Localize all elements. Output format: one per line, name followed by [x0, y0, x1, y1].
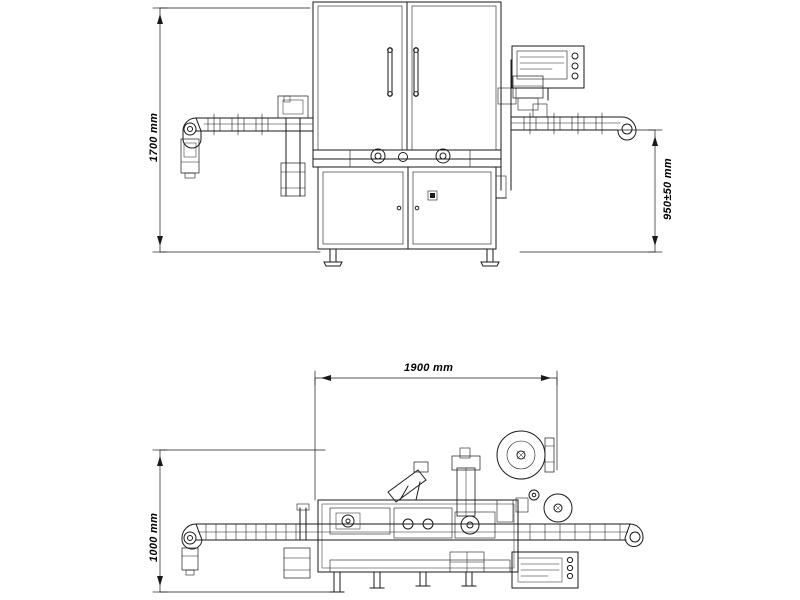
front-elevation-view — [153, 2, 662, 266]
dimension-950mm — [520, 130, 662, 252]
dimension-label-1700mm: 1700 mm — [148, 112, 160, 162]
dimension-1700mm — [153, 8, 320, 252]
plan-view — [153, 371, 643, 592]
dimension-1900mm — [315, 371, 557, 500]
dimension-label-950mm: 950±50 mm — [662, 158, 674, 220]
dimension-label-1900mm: 1900 mm — [404, 362, 454, 374]
dimension-1000mm — [153, 450, 330, 592]
dimension-label-1000mm: 1000 mm — [148, 512, 160, 562]
